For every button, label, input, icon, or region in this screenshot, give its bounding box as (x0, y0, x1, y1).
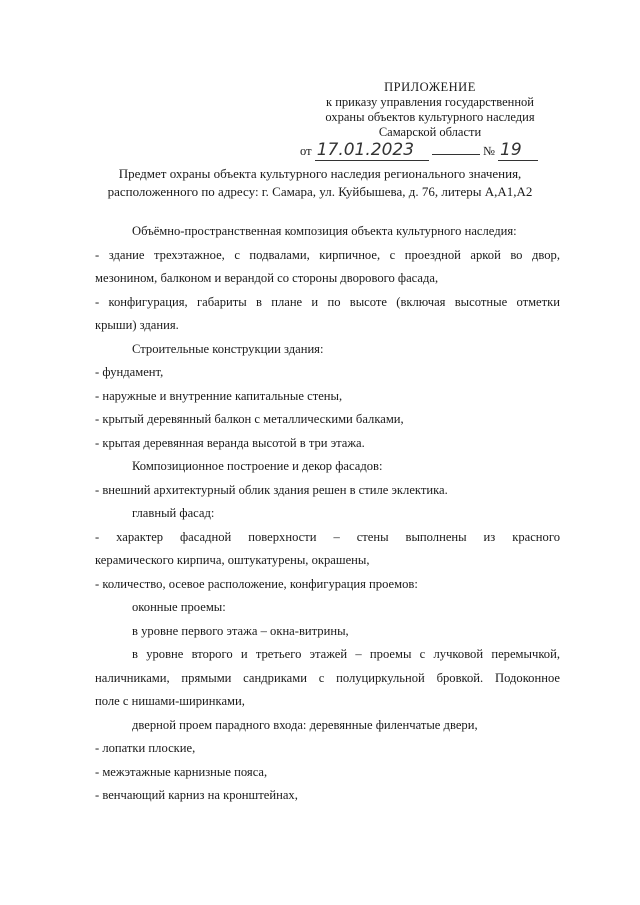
appendix-block (300, 80, 560, 140)
body-line: - крытый деревянный балкон с металлическими балками, (95, 412, 404, 426)
body-line: оконные проемы: (132, 600, 226, 614)
body-line: керамического кирпича, оштукатурены, окрашены, (95, 553, 370, 567)
appendix-line-2: охраны объектов культурного наследия (325, 110, 535, 124)
body-line: - крытая деревянная веранда высотой в три этажа. (95, 435, 365, 450)
body-line: в уровне первого этажа – окна-витрины, (132, 623, 349, 638)
order-number: 19 (500, 140, 522, 160)
body-line: крыши) здания. (95, 318, 179, 332)
body-line: поле с нишами-ширинками, (95, 694, 245, 708)
date-prefix: от (300, 144, 312, 158)
body-line: Композиционное построение и декор фасадов: (132, 459, 383, 473)
number-underline (498, 140, 538, 161)
body-line: мезонином, балконом и верандой со стороны дворового фасада, (95, 271, 439, 285)
body-line: - наружные и внутренние капитальные стены, (95, 388, 343, 403)
body-line: - лопатки плоские, (95, 741, 196, 755)
gap-underline (432, 154, 480, 155)
appendix-line-1: к приказу управления государственной (326, 95, 534, 109)
body-line: - внешний архитектурный облик здания решен в стиле эклектика. (95, 482, 448, 497)
body-line: Строительные конструкции здания: (132, 341, 324, 356)
order-date: 17.01.2023 (316, 140, 415, 160)
body-line: - венчающий карниз на кронштейнах, (95, 788, 298, 802)
subject-heading (60, 165, 580, 201)
order-date-number (300, 140, 560, 161)
body-line: - конфигурация, габариты в плане и по высоте (включая высотные отметки (95, 294, 560, 309)
body-line: - здание трехэтажное, с подвалами, кирпичное, с проездной аркой во двор, (95, 247, 560, 262)
number-prefix: № (482, 144, 495, 158)
appendix-line-3: Самарской области (378, 125, 482, 139)
body-line: Объёмно-пространственная композиция объекта культурного наследия: (132, 224, 517, 238)
body-line: наличниками, прямыми сандриками с полуциркульной бровкой. Подоконное (95, 670, 560, 685)
date-underline (315, 140, 429, 161)
subject-line-1: Предмет охраны объекта культурного наследия регионального значения, (118, 166, 522, 181)
appendix-title: ПРИЛОЖЕНИЕ (384, 80, 476, 94)
body-line: - характер фасадной поверхности – стены выполнены из красного (95, 529, 560, 544)
body-line: - межэтажные карнизные пояса, (95, 764, 268, 779)
body-text (95, 220, 560, 808)
body-line: - количество, осевое расположение, конфигурация проемов: (95, 576, 418, 591)
body-line: дверной проем парадного входа: деревянные филенчатые двери, (132, 717, 478, 732)
body-line: - фундамент, (95, 365, 164, 379)
body-line: главный фасад: (132, 506, 215, 520)
body-line: в уровне второго и третьего этажей – проемы с лучковой перемычкой, (132, 647, 560, 661)
subject-line-2: расположенного по адресу: г. Самара, ул. Куйбышева, д. 76, литеры А,А1,А2 (107, 184, 533, 199)
